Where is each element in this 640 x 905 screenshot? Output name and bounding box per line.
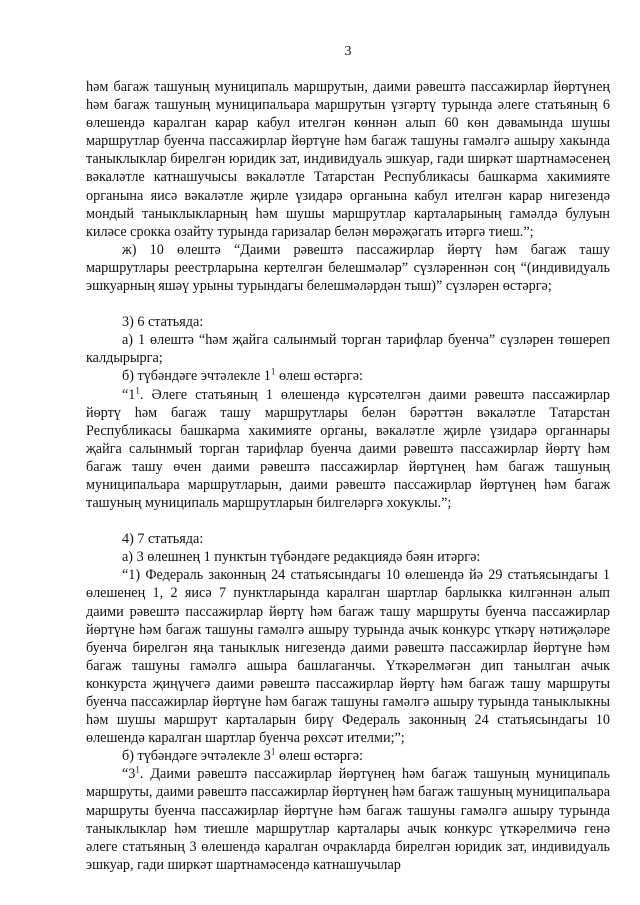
paragraph-text: “3: [122, 766, 136, 783]
paragraph: ж) 10 өлештә “Даими рәвештә пассажирлар йөртү һәм багаж ташу маршрутлары реестрларына кертелгән белешмәләр” сүзләреннән соң “(индивидуаль эшкуарның яшәү урыны турындагы белешмәләрдән тыш)” сүзләрен өстәргә;: [86, 241, 610, 295]
paragraph-gap: [86, 295, 610, 313]
paragraph-text: “1: [122, 386, 136, 403]
paragraph: 4) 7 статьяда:: [122, 531, 204, 548]
paragraph-text: б) түбәндәге эчтәлекле 1: [122, 368, 271, 385]
page-number: 3: [344, 44, 352, 59]
paragraph-gap: [86, 512, 610, 530]
document-body: [86, 78, 610, 874]
paragraph: [86, 747, 610, 765]
paragraph-text: өлеш өстәргә:: [275, 368, 363, 385]
paragraph-text: . Әлеге статьяның 1 өлешендә күрсәтелгән даими рәвештә пассажирлар йөртү һәм багаж ташу маршрутлары белән бәрәттән вәкаләтле Татарстан Республикасы башкарма хакимияте органы, вәкаләтле җирле үзидарә органнары җайга салынмый торган тарифлар буенча даими рәвештә пассажирлар йөртү һәм багаж ташу өчен даими рәвештә пассажирлар йөртүнең һәм багаж ташуның муниципальара маршрутларын, даими рәвештә пассажирлар йөртүнең һәм багаж ташуның муниципаль маршрутларын билгеләргә хокуклы.”;: [86, 386, 610, 512]
superscript: 1: [270, 746, 276, 757]
paragraph: а) 3 өлешнең 1 пунктын түбәндәге редакциядә бәян итәргә:: [122, 549, 481, 566]
paragraph: “1) Федераль законның 24 статьясындагы 10 өлешендә йә 29 статьясындагы 1 өлешенең 1, 2 яисә 7 пунктларында каралган шартлар барлыкка килгәннән алып даими рәвештә пассажирлар йөртү һәм багаж ташу маршруты буенча пассажирлар йөртүне һәм багаж ташуны гамәлгә ашыру турында ачык конкурс үткәрү нәтиҗәләре буенча бирелгән яңа таныклык нигезендә даими рәвештә пассажирлар йөртүне һәм багаж ташуны гамәлгә ашыра башлаганчы. Үткәрелмәгән дип танылган ачык конкурста җиңүчегә даими рәвештә пассажирлар йөртү һәм багаж ташу маршруты буенча пассажирлар йөртүне һәм багаж ташуны гамәлгә ашыру турында таныклыкны һәм шушы маршрут карталарын бирү Федераль законның 24 статьясындагы 10 өлешендә каралган шартлар буенча рөхсәт ителми;”;: [86, 567, 610, 747]
paragraph: һәм багаж ташуның муниципаль маршрутын, даими рәвештә пассажирлар йөртүнең һәм багаж ташуның муниципальара маршрутын үзгәртү турында әлеге статьяның 6 өлешендә каралган карар кабул ителгән көннән алып 60 көн дәвамында шушы маршрутлар буенча пассажирлар йөртүне һәм багаж ташуны гамәлгә ашыру хакында таныклыклар бирелгән юридик зат, индивидуаль эшкуар, гади ширкәт шартнамәсенең вәкаләтле катнашучысы вәкаләтле Татарстан Республикасы башкарма хакимияте органына яисә вәкаләтле җирле үзидарә органына кабул ителгән карар нигезендә мондый таныклыкларның һәм шушы маршрутлар карталарының гамәлдә булуын киләсе срокка озайту турында гаризалар белән мөрәҗәгать итәргә тиеш.”;: [86, 79, 610, 240]
superscript: 1: [135, 764, 140, 775]
paragraph-text: б) түбәндәге эчтәлекле 3: [122, 748, 271, 765]
paragraph: [86, 386, 610, 513]
paragraph: [86, 367, 610, 385]
paragraph: [86, 765, 610, 874]
paragraph-text: өлеш өстәргә:: [275, 748, 363, 765]
paragraph: 3) 6 статьяда:: [122, 314, 204, 331]
paragraph-text: . Даими рәвештә пассажирлар йөртүнең һәм багаж ташуның муниципаль маршруты, даими рәвештә пассажирлар йөртүнең һәм багаж ташуның муниципальара маршруты буенча пассажирлар йөртүне һәм багаж ташуны гамәлгә ашыру турында таныклыклар һәм тиешле маршрутлар карталары ачык конкурс үткәрелмичә генә әлеге статьяның 3 өлешендә каралган очракларда бирелгән юридик зат, индивидуаль эшкуар, гади ширкәт шартнамәсендә катнашучылар: [86, 766, 610, 873]
superscript: 1: [270, 366, 276, 377]
paragraph: а) 1 өлештә “һәм җайга салынмый торган тарифлар буенча” сүзләрен төшереп калдырырга;: [86, 332, 610, 367]
superscript: 1: [135, 384, 140, 395]
